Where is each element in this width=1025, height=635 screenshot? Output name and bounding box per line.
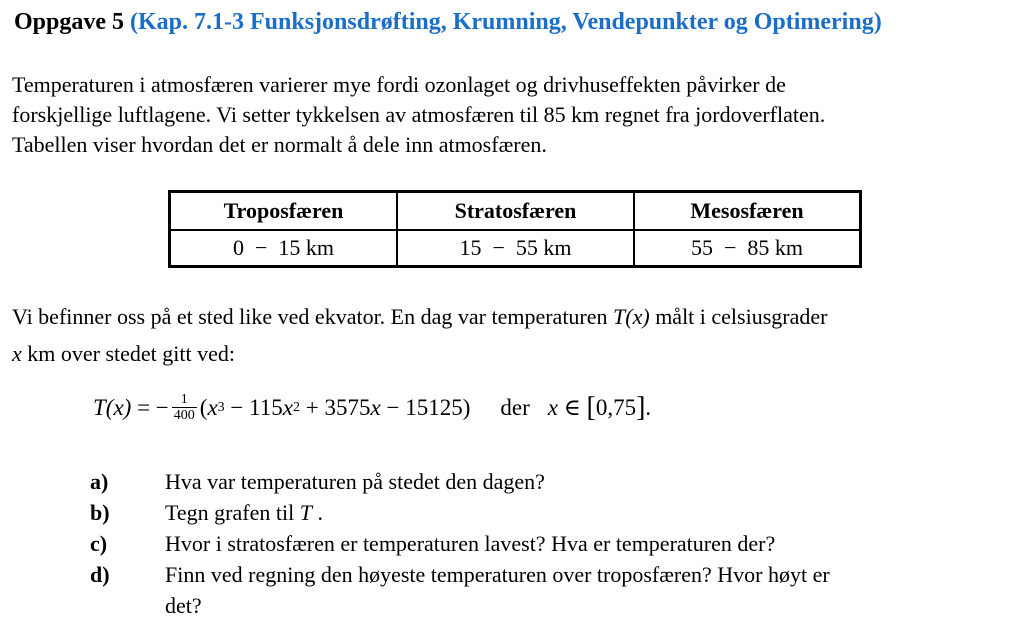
task-b-math-T: T [299,500,312,525]
formula-term-2: + 3575 [300,395,371,420]
task-c-label: c) [90,531,108,556]
context-line2-text: km over stedet gitt ved: [21,341,235,366]
context-paragraph [12,298,827,372]
formula-x3: x [370,395,381,420]
domain-open-bracket: [ [586,392,596,423]
task-c [90,528,830,559]
math-x: x [12,341,22,366]
task-d-line-1: Finn ved regning den høyeste temperaturen over troposfæren? Hvor høyt er [165,562,830,587]
range-troposphere: 0 − 15 km [170,230,398,267]
formula-fraction [172,393,197,423]
task-d [90,559,830,621]
task-a-label: a) [90,469,109,494]
intro-line-1: Temperaturen i atmosfæren varierer mye fordi ozonlaget og drivhuseffekten påvirker de [12,72,786,97]
table-range-row [170,230,861,267]
task-a-text: Hva var temperaturen på stedet den dagen? [165,469,545,494]
range-stratosphere: 15 − 55 km [397,230,634,267]
intro-paragraph [12,70,825,160]
task-a [90,466,830,497]
title-chapter-reference: (Kap. 7.1-3 Funksjonsdrøfting, Krumning, Vendepunkter og Optimering) [130,9,882,35]
task-d-label: d) [90,562,110,587]
context-line1-text: Vi befinner oss på et sted like ved ekvator. En dag var temperaturen [12,304,614,329]
formula-lhs: T(x) [93,395,132,420]
domain-element-of: ∈ [557,395,587,420]
header-troposphere: Troposfæren [170,192,398,231]
intro-line-3: Tabellen viser hvordan det er normalt å dele inn atmosfæren. [12,132,547,157]
fraction-denominator: 400 [173,408,195,423]
task-b-text-b: . [311,500,323,525]
math-Tx: T(x) [613,304,650,329]
task-list [90,466,830,621]
title-exercise-number: Oppgave 5 [14,9,131,35]
formula-open-paren: ( [199,395,208,420]
task-c-text: Hvor i stratosfæren er temperaturen lavest? Hva er temperaturen der? [165,531,776,556]
context-line1-tail: målt i celsiusgrader [649,304,828,329]
range-mesosphere: 55 − 85 km [634,230,861,267]
context-line-1 [12,298,827,335]
task-b [90,497,830,528]
temperature-formula: T(x) = − $\frac{1}{400}$ ( x 3 − 115 x 2 + 3575 x − 15125) der x ∈ [ 0,75 ] . [93,392,652,423]
fraction-numerator: 1 [180,392,188,407]
page-title [14,9,882,36]
task-d-text [165,559,830,621]
formula-term-1: − 115 [224,395,283,420]
domain-close-bracket: ] [636,392,646,423]
formula-equals-minus: = − [131,395,169,420]
context-line-2 [12,335,827,372]
formula-x1: x [207,395,218,420]
domain-interval: 0,75 [595,395,637,420]
header-stratosphere: Stratosfæren [397,192,634,231]
formula-period: . [645,395,652,420]
task-b-text-a: Tegn grafen til [165,500,300,525]
formula-der-keyword: der [500,395,530,420]
formula-x2: x [282,395,294,420]
table-header-row [170,192,861,231]
domain-x: x [547,395,558,420]
task-d-line-2: det? [165,593,202,618]
task-b-label: b) [90,500,110,525]
task-b-text [165,497,323,528]
intro-line-2: forskjellige luftlagene. Vi setter tykkelsen av atmosfæren til 85 km regnet fra jordoverflaten. [12,102,826,127]
header-mesosphere: Mesosfæren [634,192,861,231]
atmosphere-table [168,190,862,268]
formula-term-3: − 15125) [380,395,471,420]
